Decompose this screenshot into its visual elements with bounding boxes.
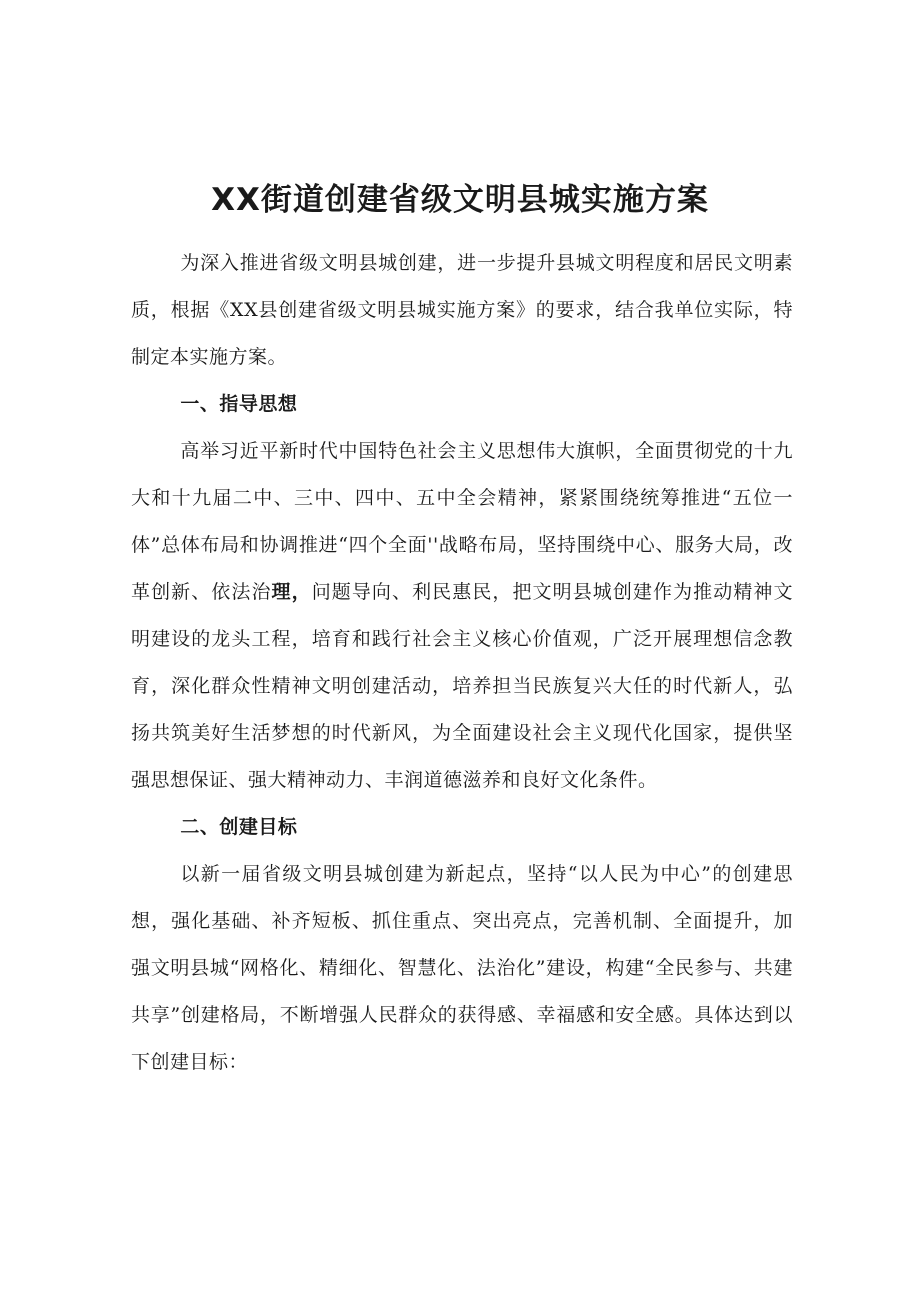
creation-goals-paragraph: 以新一届省级文明县城创建为新起点，坚持“以人民为中心”的创建思想，强化基础、补齐短板、抓住重点、突出亮点，完善机制、全面提升，加强文明县城“网格化、精细化、智慧化、法治化”建设，构建“全民参与、共建共享”创建格局，不断增强人民群众的获得感、幸福感和安全感。具体达到以下创建目标： — [131, 863, 793, 1073]
intro-paragraph: 为深入推进省级文明县城创建，进一步提升县城文明程度和居民文明素质，根据《XX县创建省级文明县城实施方案》的要求，结合我单位实际，特制定本实施方案。 — [131, 252, 793, 368]
guiding-ideology-paragraph — [131, 428, 793, 804]
guiding-ideology-bold-char: 理， — [271, 581, 312, 603]
guiding-ideology-text-part2: 问题导向、利民惠民，把文明县城创建作为推动精神文明建设的龙头工程，培育和践行社会主义核心价值观，广泛开展理想信念教育，深化群众性精神文明创建活动，培养担当民族复兴大任的时代新人，弘扬共筑美好生活梦想的时代新风，为全面建设社会主义现代化国家，提供坚强思想保证、强大精神动力、丰润道德滋养和良好文化条件。 — [131, 581, 793, 791]
document-title: XX街道创建省级文明县城实施方案 — [211, 182, 709, 218]
guiding-ideology-text-part1: 高举习近平新时代中国特色社会主义思想伟大旗帜，全面贯彻党的十九大和十九届二中、三中、四中、五中全会精神，紧紧围绕统筹推进“五位一体”总体布局和协调推进“四个全面''战略布局，坚持围绕中心、服务大局，改革创新、依法治 — [131, 440, 793, 603]
section-heading-creation-goals: 二、创建目标 — [180, 816, 298, 838]
section-heading-guiding-ideology: 一、指导思想 — [180, 393, 298, 415]
document-body — [131, 240, 793, 1086]
